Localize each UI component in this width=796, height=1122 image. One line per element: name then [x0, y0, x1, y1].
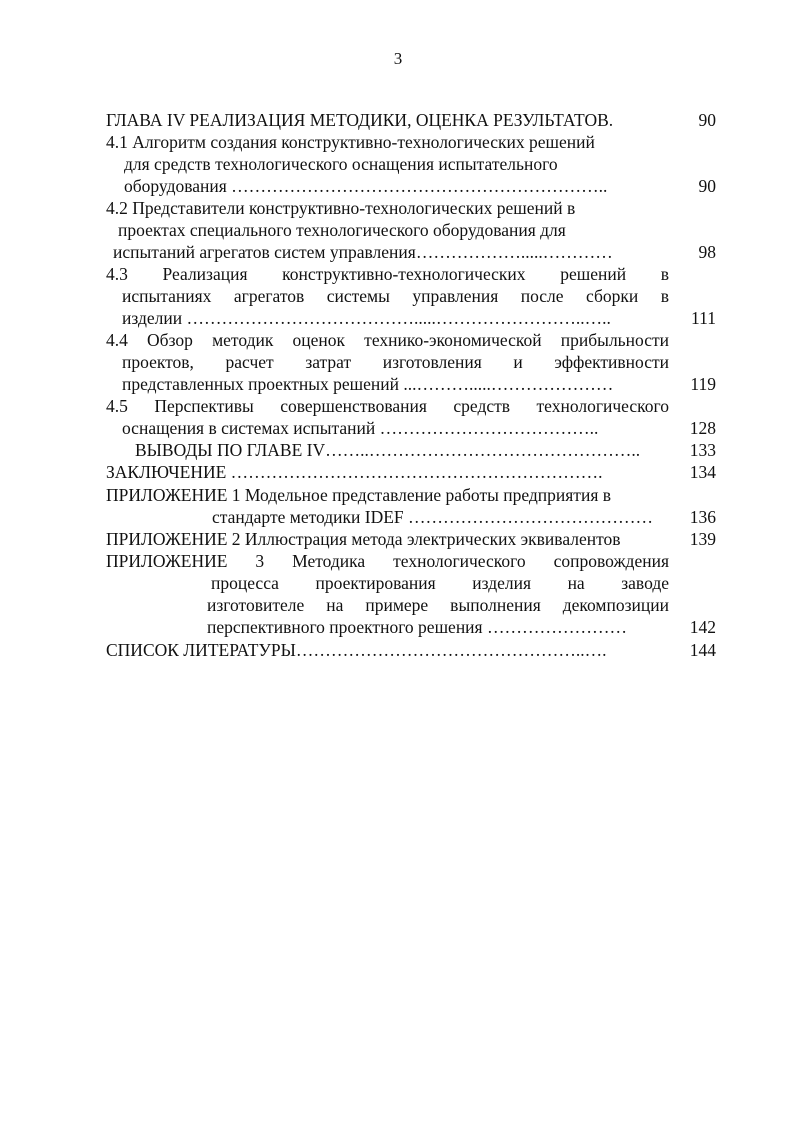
- toc-4-1-line-1: 4.1 Алгоритм создания конструктивно-технологических решений: [106, 132, 595, 152]
- toc-appendix-3-line-3: изготовителе на примере выполнения декомпозиции: [207, 595, 669, 615]
- toc-conclusions-ch4: ВЫВОДЫ ПО ГЛАВЕ IV……..………………………………………..: [135, 440, 641, 460]
- toc-conclusions-ch4-page: 133: [689, 440, 716, 460]
- toc-conclusion-page: 134: [689, 462, 716, 482]
- toc-4-3-page: 111: [691, 308, 716, 328]
- toc-appendix-3-line-1: ПРИЛОЖЕНИЕ 3 Методика технологического сопровождения: [106, 551, 669, 571]
- toc-references: СПИСОК ЛИТЕРАТУРЫ…………………………………………..….: [106, 640, 607, 660]
- toc-references-page: 144: [689, 640, 716, 660]
- toc-4-3-line-3: изделии ………………………………….....……………………..…..: [122, 308, 611, 328]
- toc-chapter-4-page: 90: [698, 110, 716, 130]
- toc-4-4-line-3: представленных проектных решений ...……….....…………………: [122, 374, 614, 394]
- toc-4-1-line-3: оборудования ………………………………………………………..: [124, 176, 608, 196]
- toc-4-5-line-2: оснащения в системах испытаний ………………………………..: [122, 418, 599, 438]
- toc-4-4-line-1: 4.4 Обзор методик оценок технико-экономической прибыльности: [106, 330, 669, 350]
- toc-appendix-3-line-2: процесса проектирования изделия на заводе: [211, 573, 669, 593]
- toc-4-3-line-2: испытаниях агрегатов системы управления после сборки в: [122, 286, 669, 306]
- toc-appendix-3-page: 142: [689, 617, 716, 637]
- toc-4-4-line-2: проектов, расчет затрат изготовления и эффективности: [122, 352, 669, 372]
- toc-4-1-line-2: для средств технологического оснащения испытательного: [124, 154, 558, 174]
- toc-4-2-line-1: 4.2 Представители конструктивно-технологических решений в: [106, 198, 576, 218]
- toc-4-2-line-2: проектах специального технологического оборудования для: [118, 220, 566, 240]
- toc-4-3-line-1: 4.3 Реализация конструктивно-технологических решений в: [106, 264, 669, 284]
- toc-chapter-4-title: ГЛАВА IV РЕАЛИЗАЦИЯ МЕТОДИКИ, ОЦЕНКА РЕЗУЛЬТАТОВ.: [106, 110, 614, 130]
- toc-appendix-1-line-2: стандарте методики IDEF ……………………………………: [212, 507, 654, 527]
- toc-4-5-line-1: 4.5 Перспективы совершенствования средств технологического: [106, 396, 669, 416]
- toc-conclusion: ЗАКЛЮЧЕНИЕ ……………………………………………………….: [106, 462, 603, 482]
- toc-4-5-page: 128: [689, 418, 716, 438]
- toc-4-2-page: 98: [698, 242, 716, 262]
- toc-appendix-2-page: 139: [689, 529, 716, 549]
- toc-4-2-line-3: испытаний агрегатов систем управления……………….....…………: [113, 242, 613, 262]
- toc-4-1-page: 90: [698, 176, 716, 196]
- toc-appendix-2: ПРИЛОЖЕНИЕ 2 Иллюстрация метода электрических эквивалентов: [106, 529, 621, 549]
- toc-appendix-1-line-1: ПРИЛОЖЕНИЕ 1 Модельное представление работы предприятия в: [106, 485, 612, 505]
- page-number: 3: [393, 49, 403, 68]
- toc-appendix-1-page: 136: [689, 507, 716, 527]
- toc-4-4-page: 119: [690, 374, 716, 394]
- toc-appendix-3-line-4: перспективного проектного решения ……………………: [207, 617, 627, 637]
